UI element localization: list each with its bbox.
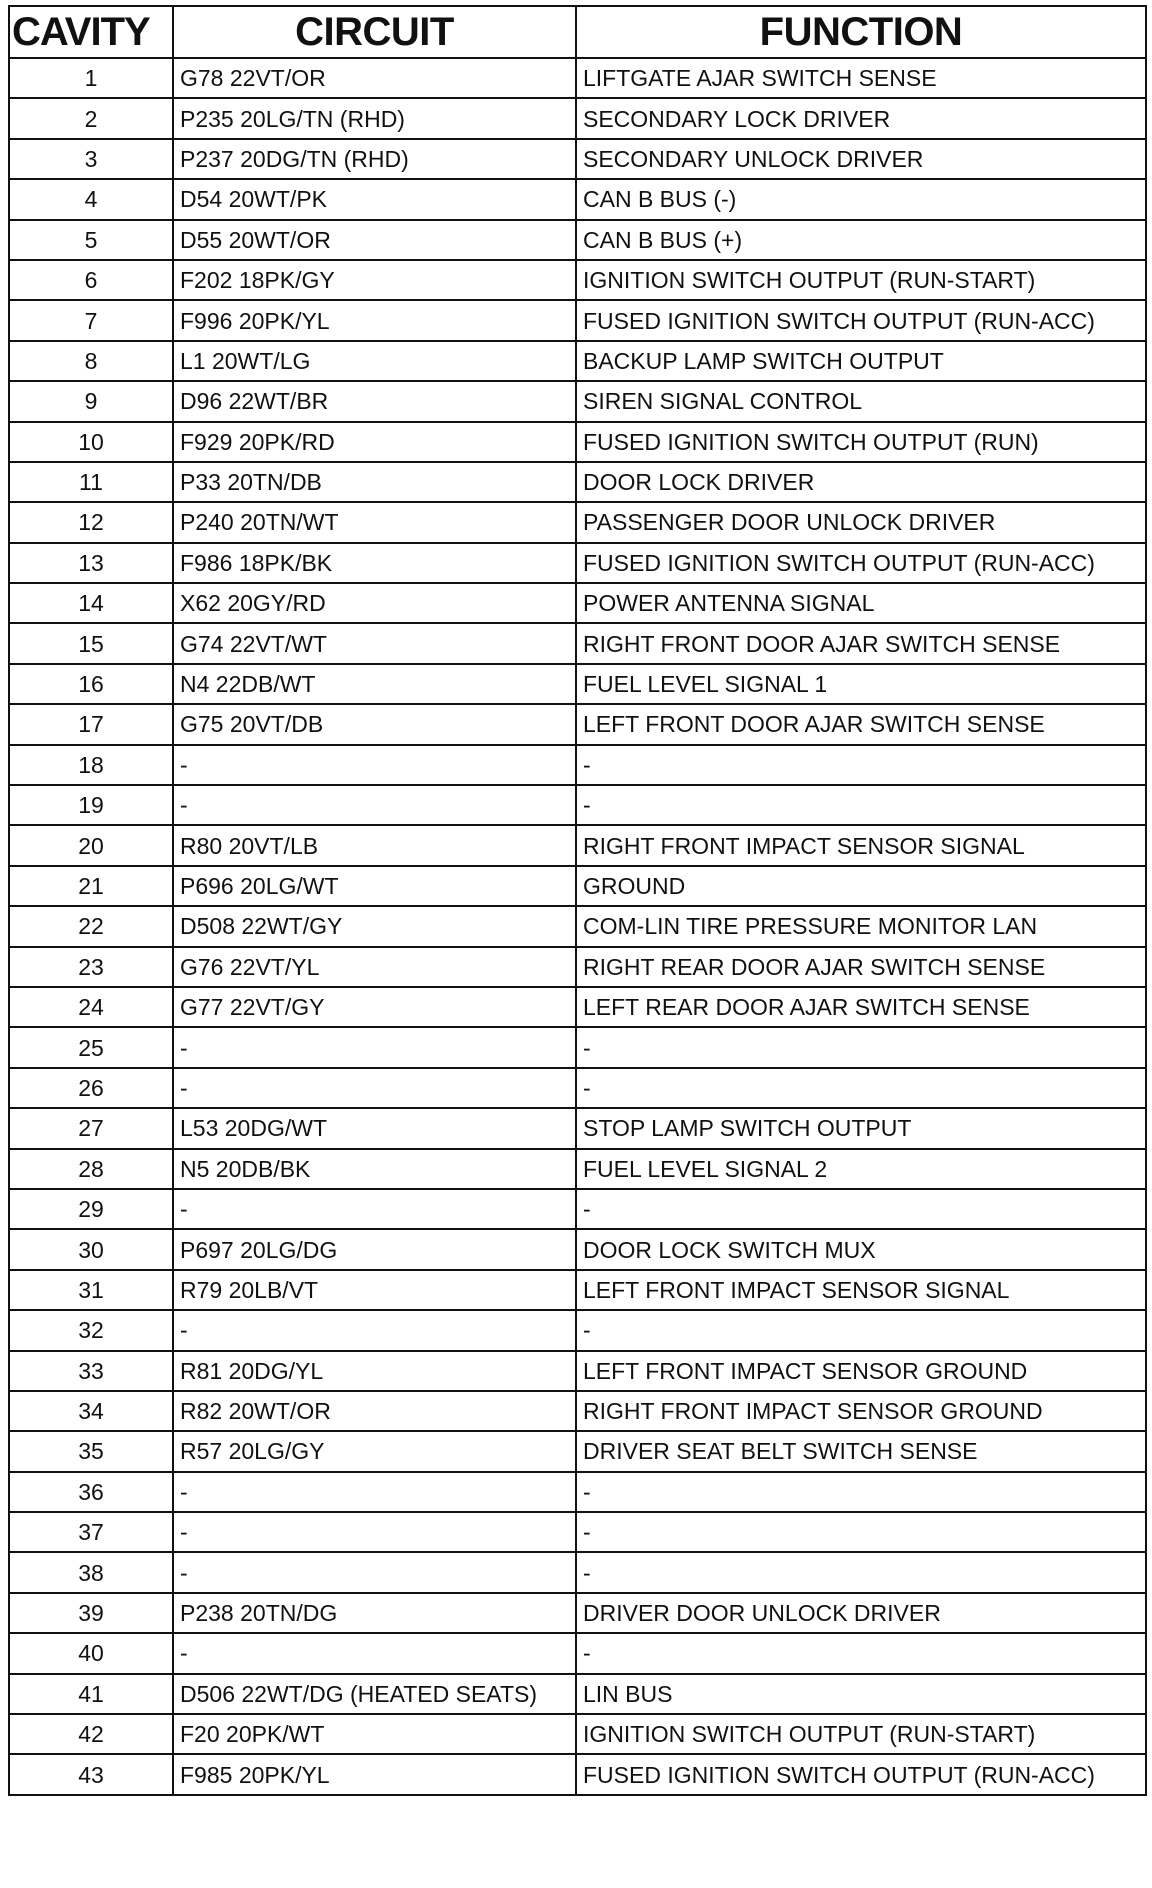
cavity-cell: 36 xyxy=(9,1472,173,1512)
circuit-cell: F20 20PK/WT xyxy=(173,1714,576,1754)
function-cell: FUSED IGNITION SWITCH OUTPUT (RUN) xyxy=(576,422,1146,462)
circuit-cell: R80 20VT/LB xyxy=(173,825,576,865)
circuit-cell: R57 20LG/GY xyxy=(173,1431,576,1471)
circuit-cell: - xyxy=(173,1512,576,1552)
table-row xyxy=(9,1552,1146,1592)
circuit-cell: - xyxy=(173,1310,576,1350)
header-circuit: CIRCUIT xyxy=(173,6,576,58)
circuit-cell: - xyxy=(173,1189,576,1229)
circuit-cell: - xyxy=(173,1472,576,1512)
table-row xyxy=(9,139,1146,179)
circuit-cell: F985 20PK/YL xyxy=(173,1754,576,1794)
function-cell: LEFT FRONT IMPACT SENSOR GROUND xyxy=(576,1351,1146,1391)
function-cell: - xyxy=(576,1027,1146,1067)
circuit-cell: P235 20LG/TN (RHD) xyxy=(173,98,576,138)
cavity-cell: 20 xyxy=(9,825,173,865)
function-cell: POWER ANTENNA SIGNAL xyxy=(576,583,1146,623)
function-cell: - xyxy=(576,745,1146,785)
circuit-cell: G77 22VT/GY xyxy=(173,987,576,1027)
function-cell: - xyxy=(576,1552,1146,1592)
function-cell: LIFTGATE AJAR SWITCH SENSE xyxy=(576,58,1146,98)
table-row xyxy=(9,785,1146,825)
function-cell: CAN B BUS (-) xyxy=(576,179,1146,219)
table-row xyxy=(9,866,1146,906)
cavity-cell: 23 xyxy=(9,947,173,987)
table-row xyxy=(9,422,1146,462)
cavity-cell: 39 xyxy=(9,1593,173,1633)
function-cell: - xyxy=(576,785,1146,825)
cavity-cell: 27 xyxy=(9,1108,173,1148)
cavity-cell: 33 xyxy=(9,1351,173,1391)
function-cell: SIREN SIGNAL CONTROL xyxy=(576,381,1146,421)
circuit-cell: R82 20WT/OR xyxy=(173,1391,576,1431)
table-row xyxy=(9,179,1146,219)
table-row xyxy=(9,1431,1146,1471)
table-row xyxy=(9,623,1146,663)
table-row xyxy=(9,1310,1146,1350)
circuit-cell: - xyxy=(173,745,576,785)
circuit-cell: G75 20VT/DB xyxy=(173,704,576,744)
function-cell: BACKUP LAMP SWITCH OUTPUT xyxy=(576,341,1146,381)
circuit-cell: X62 20GY/RD xyxy=(173,583,576,623)
cavity-cell: 1 xyxy=(9,58,173,98)
table-row xyxy=(9,1674,1146,1714)
function-cell: RIGHT FRONT IMPACT SENSOR GROUND xyxy=(576,1391,1146,1431)
circuit-cell: P33 20TN/DB xyxy=(173,462,576,502)
cavity-cell: 14 xyxy=(9,583,173,623)
function-cell: - xyxy=(576,1189,1146,1229)
function-cell: FUEL LEVEL SIGNAL 2 xyxy=(576,1149,1146,1189)
circuit-cell: F996 20PK/YL xyxy=(173,300,576,340)
function-cell: PASSENGER DOOR UNLOCK DRIVER xyxy=(576,502,1146,542)
circuit-cell: F202 18PK/GY xyxy=(173,260,576,300)
function-cell: - xyxy=(576,1310,1146,1350)
cavity-cell: 9 xyxy=(9,381,173,421)
table-row xyxy=(9,1270,1146,1310)
function-cell: LIN BUS xyxy=(576,1674,1146,1714)
table-row xyxy=(9,1714,1146,1754)
function-cell: - xyxy=(576,1068,1146,1108)
table-row xyxy=(9,1391,1146,1431)
table-row xyxy=(9,987,1146,1027)
function-cell: FUSED IGNITION SWITCH OUTPUT (RUN-ACC) xyxy=(576,1754,1146,1794)
circuit-cell: D508 22WT/GY xyxy=(173,906,576,946)
cavity-cell: 41 xyxy=(9,1674,173,1714)
function-cell: LEFT REAR DOOR AJAR SWITCH SENSE xyxy=(576,987,1146,1027)
circuit-cell: L1 20WT/LG xyxy=(173,341,576,381)
cavity-cell: 30 xyxy=(9,1229,173,1269)
cavity-cell: 4 xyxy=(9,179,173,219)
function-cell: RIGHT FRONT DOOR AJAR SWITCH SENSE xyxy=(576,623,1146,663)
circuit-cell: D96 22WT/BR xyxy=(173,381,576,421)
table-row xyxy=(9,1068,1146,1108)
connector-pinout-table xyxy=(8,5,1147,1796)
circuit-cell: G74 22VT/WT xyxy=(173,623,576,663)
table-row xyxy=(9,1351,1146,1391)
circuit-cell: G78 22VT/OR xyxy=(173,58,576,98)
cavity-cell: 29 xyxy=(9,1189,173,1229)
header-function: FUNCTION xyxy=(576,6,1146,58)
cavity-cell: 7 xyxy=(9,300,173,340)
cavity-cell: 2 xyxy=(9,98,173,138)
cavity-cell: 5 xyxy=(9,220,173,260)
function-cell: DRIVER SEAT BELT SWITCH SENSE xyxy=(576,1431,1146,1471)
table-row xyxy=(9,260,1146,300)
cavity-cell: 28 xyxy=(9,1149,173,1189)
function-cell: - xyxy=(576,1472,1146,1512)
table-row xyxy=(9,1633,1146,1673)
circuit-cell: - xyxy=(173,1552,576,1592)
function-cell: SECONDARY UNLOCK DRIVER xyxy=(576,139,1146,179)
table-row xyxy=(9,1108,1146,1148)
cavity-cell: 42 xyxy=(9,1714,173,1754)
function-cell: COM-LIN TIRE PRESSURE MONITOR LAN xyxy=(576,906,1146,946)
table-row xyxy=(9,1754,1146,1794)
header-row xyxy=(9,6,1146,58)
circuit-cell: R81 20DG/YL xyxy=(173,1351,576,1391)
table-row xyxy=(9,906,1146,946)
table-row xyxy=(9,704,1146,744)
function-cell: IGNITION SWITCH OUTPUT (RUN-START) xyxy=(576,260,1146,300)
cavity-cell: 34 xyxy=(9,1391,173,1431)
function-cell: LEFT FRONT DOOR AJAR SWITCH SENSE xyxy=(576,704,1146,744)
cavity-cell: 17 xyxy=(9,704,173,744)
cavity-cell: 19 xyxy=(9,785,173,825)
table-row xyxy=(9,1189,1146,1229)
circuit-cell: F986 18PK/BK xyxy=(173,543,576,583)
table-row xyxy=(9,1593,1146,1633)
cavity-cell: 25 xyxy=(9,1027,173,1067)
circuit-cell: - xyxy=(173,785,576,825)
circuit-cell: P696 20LG/WT xyxy=(173,866,576,906)
table-row xyxy=(9,825,1146,865)
table-row xyxy=(9,381,1146,421)
cavity-cell: 40 xyxy=(9,1633,173,1673)
table-row xyxy=(9,300,1146,340)
circuit-cell: L53 20DG/WT xyxy=(173,1108,576,1148)
cavity-cell: 11 xyxy=(9,462,173,502)
function-cell: DOOR LOCK SWITCH MUX xyxy=(576,1229,1146,1269)
cavity-cell: 10 xyxy=(9,422,173,462)
circuit-cell: N5 20DB/BK xyxy=(173,1149,576,1189)
circuit-cell: D55 20WT/OR xyxy=(173,220,576,260)
circuit-cell: D54 20WT/PK xyxy=(173,179,576,219)
cavity-cell: 18 xyxy=(9,745,173,785)
function-cell: GROUND xyxy=(576,866,1146,906)
table-row xyxy=(9,947,1146,987)
cavity-cell: 24 xyxy=(9,987,173,1027)
circuit-cell: - xyxy=(173,1027,576,1067)
table-row xyxy=(9,502,1146,542)
function-cell: CAN B BUS (+) xyxy=(576,220,1146,260)
function-cell: STOP LAMP SWITCH OUTPUT xyxy=(576,1108,1146,1148)
circuit-cell: G76 22VT/YL xyxy=(173,947,576,987)
circuit-cell: N4 22DB/WT xyxy=(173,664,576,704)
circuit-cell: P697 20LG/DG xyxy=(173,1229,576,1269)
connector-pinout-table-wrapper xyxy=(8,5,1145,1796)
cavity-cell: 12 xyxy=(9,502,173,542)
cavity-cell: 8 xyxy=(9,341,173,381)
cavity-cell: 37 xyxy=(9,1512,173,1552)
table-row xyxy=(9,462,1146,502)
circuit-cell: F929 20PK/RD xyxy=(173,422,576,462)
function-cell: LEFT FRONT IMPACT SENSOR SIGNAL xyxy=(576,1270,1146,1310)
function-cell: SECONDARY LOCK DRIVER xyxy=(576,98,1146,138)
function-cell: IGNITION SWITCH OUTPUT (RUN-START) xyxy=(576,1714,1146,1754)
table-row xyxy=(9,1229,1146,1269)
cavity-cell: 38 xyxy=(9,1552,173,1592)
function-cell: - xyxy=(576,1633,1146,1673)
circuit-cell: R79 20LB/VT xyxy=(173,1270,576,1310)
cavity-cell: 31 xyxy=(9,1270,173,1310)
table-row xyxy=(9,1512,1146,1552)
circuit-cell: P240 20TN/WT xyxy=(173,502,576,542)
circuit-cell: D506 22WT/DG (HEATED SEATS) xyxy=(173,1674,576,1714)
table-body xyxy=(9,58,1146,1795)
cavity-cell: 16 xyxy=(9,664,173,704)
table-row xyxy=(9,1472,1146,1512)
function-cell: RIGHT FRONT IMPACT SENSOR SIGNAL xyxy=(576,825,1146,865)
function-cell: DOOR LOCK DRIVER xyxy=(576,462,1146,502)
cavity-cell: 32 xyxy=(9,1310,173,1350)
table-row xyxy=(9,341,1146,381)
cavity-cell: 35 xyxy=(9,1431,173,1471)
table-header xyxy=(9,6,1146,58)
function-cell: DRIVER DOOR UNLOCK DRIVER xyxy=(576,1593,1146,1633)
cavity-cell: 22 xyxy=(9,906,173,946)
header-cavity: CAVITY xyxy=(9,6,173,58)
circuit-cell: P237 20DG/TN (RHD) xyxy=(173,139,576,179)
table-row xyxy=(9,98,1146,138)
function-cell: FUEL LEVEL SIGNAL 1 xyxy=(576,664,1146,704)
cavity-cell: 13 xyxy=(9,543,173,583)
table-row xyxy=(9,1149,1146,1189)
table-row xyxy=(9,745,1146,785)
cavity-cell: 26 xyxy=(9,1068,173,1108)
table-row xyxy=(9,1027,1146,1067)
function-cell: FUSED IGNITION SWITCH OUTPUT (RUN-ACC) xyxy=(576,543,1146,583)
cavity-cell: 43 xyxy=(9,1754,173,1794)
function-cell: RIGHT REAR DOOR AJAR SWITCH SENSE xyxy=(576,947,1146,987)
table-row xyxy=(9,583,1146,623)
cavity-cell: 21 xyxy=(9,866,173,906)
circuit-cell: P238 20TN/DG xyxy=(173,1593,576,1633)
cavity-cell: 6 xyxy=(9,260,173,300)
cavity-cell: 15 xyxy=(9,623,173,663)
circuit-cell: - xyxy=(173,1068,576,1108)
table-row xyxy=(9,543,1146,583)
table-row xyxy=(9,664,1146,704)
function-cell: - xyxy=(576,1512,1146,1552)
function-cell: FUSED IGNITION SWITCH OUTPUT (RUN-ACC) xyxy=(576,300,1146,340)
table-row xyxy=(9,220,1146,260)
table-row xyxy=(9,58,1146,98)
circuit-cell: - xyxy=(173,1633,576,1673)
cavity-cell: 3 xyxy=(9,139,173,179)
